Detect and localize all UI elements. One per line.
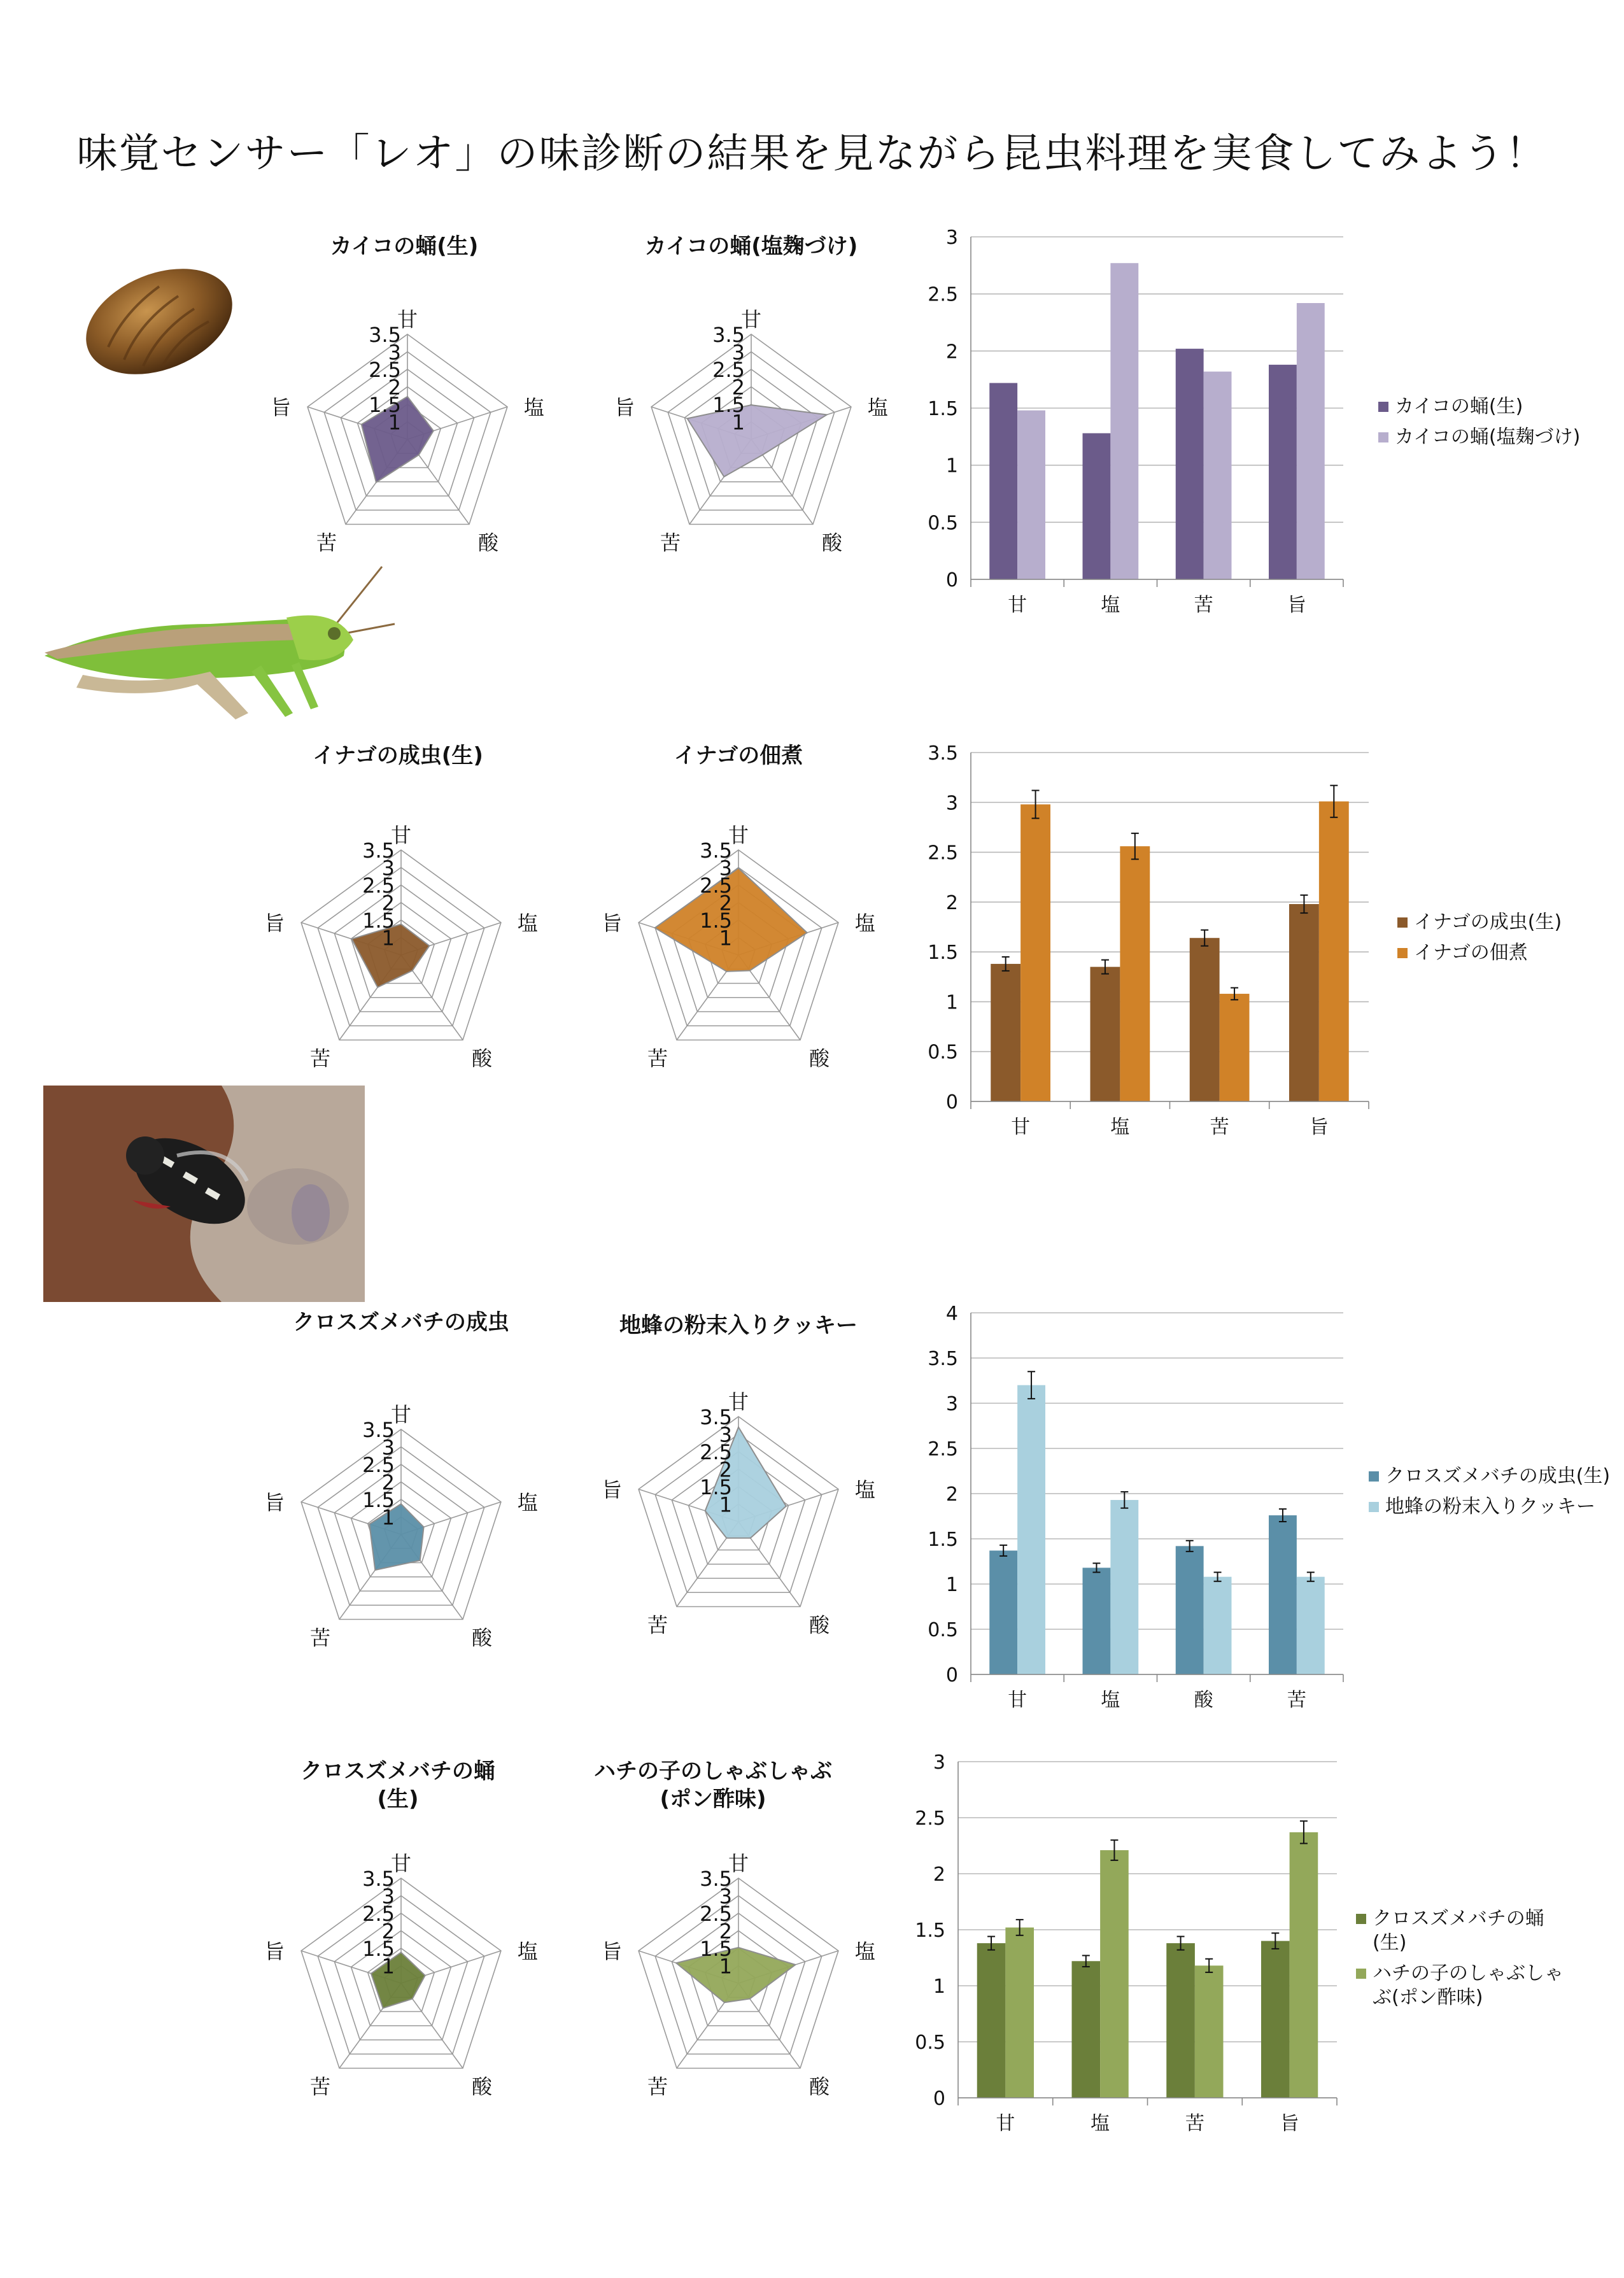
radar-scale-label: 1.5: [700, 1937, 732, 1961]
radar-scale-label: 2: [381, 1919, 395, 1944]
y-tick-label: 2.5: [928, 842, 958, 865]
y-tick-label: 1: [945, 455, 958, 478]
radar-axis-label: 苦: [309, 1046, 331, 1071]
bar: [977, 1943, 1006, 2098]
radar-axis-label: 塩: [517, 1490, 538, 1515]
bar: [1220, 994, 1250, 1101]
x-tick-label: 苦: [1210, 1116, 1229, 1138]
y-tick-label: 0.5: [928, 1619, 958, 1641]
radar-axis-label: 塩: [523, 395, 544, 420]
x-tick-label: 苦: [1194, 594, 1213, 616]
radar-scale-label: 2.5: [369, 358, 401, 382]
radar-title: カイコの蛹(塩麹づけ): [644, 234, 858, 259]
bar: [1261, 1941, 1290, 2098]
radar-axis-label: 旨: [264, 1939, 285, 1964]
bar: [1072, 1961, 1101, 2098]
radar-axis-label: 酸: [808, 1613, 830, 1638]
radar-title: イナゴの成虫(生): [313, 743, 483, 768]
radar-scale-label: 3: [719, 1422, 732, 1447]
x-tick-label: 苦: [1287, 1689, 1306, 1711]
radar-scale-label: 2: [381, 891, 395, 916]
y-tick-label: 3: [933, 1751, 945, 1774]
y-tick-label: 2.5: [915, 1808, 945, 1830]
legend-item: [1369, 1464, 1617, 1489]
radar-axis-label: 塩: [517, 911, 538, 936]
radar-axis-label: 塩: [517, 1939, 538, 1964]
x-tick-label: 甘: [996, 2112, 1015, 2135]
radar-chart: [602, 809, 875, 1089]
chart-legend: [1397, 910, 1588, 972]
radar-chart: [264, 809, 538, 1089]
chart-legend: [1378, 395, 1595, 456]
x-tick-label: 苦: [1185, 2112, 1204, 2135]
radar-axis-label: 酸: [471, 2074, 493, 2099]
y-tick-label: 1.5: [928, 942, 958, 965]
legend-label: イナゴの成虫(生): [1414, 911, 1562, 933]
legend-item: [1369, 1495, 1617, 1519]
radar-scale-label: 3.5: [362, 838, 395, 863]
radar-axis-label: 甘: [390, 823, 412, 847]
bar: [1017, 411, 1045, 579]
radar-scale-label: 2.5: [712, 358, 745, 382]
radar-scale-label: 2.5: [700, 1440, 732, 1464]
radar-axis-label: 塩: [854, 1939, 875, 1964]
y-tick-label: 1: [945, 991, 958, 1014]
radar-scale-label: 1.5: [362, 1488, 395, 1512]
bar-chart: [904, 1748, 1356, 2155]
y-tick-label: 2.5: [928, 1438, 958, 1461]
y-tick-label: 1.5: [928, 1529, 958, 1551]
x-tick-label: 酸: [1194, 1689, 1213, 1711]
y-tick-label: 3.5: [928, 1348, 958, 1370]
bar: [989, 1550, 1017, 1674]
radar-scale-label: 2: [719, 891, 732, 916]
radar-axis-label: 苦: [309, 1625, 331, 1650]
bar: [1091, 967, 1120, 1101]
radar-axis-label: 酸: [477, 530, 499, 555]
radar-axis-label: 旨: [264, 911, 285, 936]
bar: [1290, 1832, 1318, 2098]
legend-swatch: [1378, 402, 1388, 412]
radar-title: イナゴの佃煮: [674, 743, 803, 768]
radar-scale-label: 3: [381, 856, 395, 881]
y-tick-label: 0.5: [928, 512, 958, 535]
x-tick-label: 甘: [1011, 1116, 1031, 1138]
radar-axis-label: 苦: [660, 530, 681, 555]
y-tick-label: 2.5: [928, 283, 958, 306]
radar-scale-label: 3.5: [362, 1867, 395, 1891]
bar: [1195, 1965, 1224, 2098]
bar: [1204, 372, 1232, 579]
y-tick-label: 1.5: [928, 398, 958, 420]
radar-scale-label: 1.5: [362, 909, 395, 933]
y-tick-label: 0: [945, 1664, 958, 1687]
radar-data-area: [369, 1504, 423, 1570]
radar-scale-label: 2: [381, 1470, 395, 1495]
radar-scale-label: 2.5: [362, 1902, 395, 1926]
radar-axis-label: 旨: [264, 1490, 285, 1515]
legend-label: イナゴの佃煮: [1414, 942, 1528, 964]
bar: [1289, 904, 1319, 1101]
radar-scale-label: 1.5: [362, 1937, 395, 1961]
radar-axis-label: 甘: [728, 1851, 749, 1876]
y-tick-label: 2: [933, 1864, 945, 1886]
bar: [1110, 1500, 1138, 1674]
legend-swatch: [1369, 1502, 1379, 1512]
radar-axis-label: 酸: [808, 2074, 830, 2099]
radar-scale-label: 3: [719, 856, 732, 881]
radar-scale-label: 2: [388, 375, 401, 400]
legend-item: [1356, 1907, 1566, 1955]
y-tick-label: 0: [945, 1091, 958, 1114]
radar-data-area: [688, 405, 827, 477]
y-tick-label: 4: [945, 1303, 958, 1325]
radar-axis-label: 旨: [602, 911, 623, 936]
radar-title: カイコの蛹(生): [330, 234, 479, 259]
radar-scale-label: 3: [381, 1884, 395, 1909]
legend-label: カイコの蛹(生): [1395, 395, 1523, 418]
radar-axis-label: 甘: [728, 1390, 749, 1414]
bar: [1166, 1943, 1195, 2098]
bar: [1020, 804, 1050, 1101]
bar: [1190, 938, 1220, 1101]
radar-scale-label: 1: [388, 410, 401, 435]
radar-axis-label: 苦: [309, 2074, 331, 2099]
legend-label: ハチの子のしゃぶしゃぶ(ポン酢味): [1373, 1962, 1564, 2009]
x-tick-label: 塩: [1091, 2112, 1110, 2135]
legend-swatch: [1369, 1471, 1379, 1482]
bar: [1269, 365, 1297, 579]
radar-scale-label: 1.5: [712, 393, 745, 417]
y-tick-label: 1: [945, 1574, 958, 1596]
radar-chart: [271, 293, 544, 573]
y-tick-label: 3: [945, 792, 958, 815]
chart-legend: [1356, 1907, 1566, 2016]
legend-item: [1378, 395, 1595, 419]
radar-chart: [264, 1388, 538, 1668]
radar-scale-label: 1: [381, 1505, 395, 1530]
bar: [1176, 1546, 1204, 1674]
y-tick-label: 0.5: [915, 2032, 945, 2054]
radar-axis-label: 甘: [390, 1403, 412, 1427]
radar-scale-label: 1.5: [700, 909, 732, 933]
bar: [1017, 1385, 1045, 1674]
radar-axis-label: 旨: [602, 1939, 623, 1964]
y-tick-label: 2: [945, 341, 958, 364]
radar-title: クロスズメバチの成虫: [293, 1310, 509, 1335]
radar-axis-label: 甘: [740, 308, 762, 332]
radar-scale-label: 3: [719, 1884, 732, 1909]
legend-swatch: [1397, 948, 1408, 958]
bar: [1100, 1850, 1129, 2098]
radar-scale-label: 3.5: [700, 838, 732, 863]
x-tick-label: 塩: [1101, 594, 1120, 616]
radar-axis-label: 塩: [854, 911, 875, 936]
radar-axis-label: 酸: [808, 1046, 830, 1071]
radar-scale-label: 1.5: [700, 1475, 732, 1499]
legend-label: クロスズメバチの成虫(生): [1385, 1465, 1611, 1487]
bar-chart: [917, 1299, 1362, 1732]
wasp-photo: [43, 1086, 365, 1302]
x-tick-label: 甘: [1008, 594, 1027, 616]
radar-scale-label: 1: [381, 926, 395, 951]
y-tick-label: 3: [945, 1393, 958, 1415]
bar: [1297, 303, 1325, 579]
radar-axis-label: 苦: [647, 2074, 668, 2099]
legend-swatch: [1356, 1969, 1366, 1979]
bar: [1204, 1577, 1232, 1674]
legend-item: [1356, 1962, 1566, 2010]
radar-scale-label: 3.5: [700, 1405, 732, 1429]
radar-title: ハチの子のしゃぶしゃぶ (ポン酢味): [594, 1758, 832, 1812]
y-tick-label: 1.5: [915, 1920, 945, 1942]
radar-axis-label: 苦: [647, 1046, 668, 1071]
radar-scale-label: 3: [388, 340, 401, 365]
radar-axis-label: 酸: [471, 1625, 493, 1650]
radar-axis-label: 甘: [390, 1851, 412, 1876]
bar: [1319, 802, 1349, 1101]
radar-scale-label: 2.5: [362, 874, 395, 898]
legend-label: カイコの蛹(塩麹づけ): [1395, 426, 1581, 448]
radar-scale-label: 2.5: [700, 1902, 732, 1926]
radar-scale-label: 1: [719, 1954, 732, 1979]
radar-scale-label: 3: [381, 1435, 395, 1460]
radar-scale-label: 3: [731, 340, 745, 365]
radar-scale-label: 3.5: [369, 323, 401, 347]
y-tick-label: 3: [945, 227, 958, 249]
legend-item: [1397, 910, 1588, 935]
radar-chart: [264, 1837, 538, 2117]
radar-scale-label: 1: [719, 926, 732, 951]
legend-swatch: [1397, 917, 1408, 928]
radar-axis-label: 旨: [271, 395, 292, 420]
radar-axis-label: 旨: [602, 1478, 623, 1503]
radar-scale-label: 2: [731, 375, 745, 400]
radar-scale-label: 2: [719, 1457, 732, 1482]
y-tick-label: 2: [945, 891, 958, 914]
radar-title: 地蜂の粉末入りクッキー: [619, 1313, 858, 1338]
y-tick-label: 0: [933, 2088, 945, 2110]
bar: [1083, 433, 1111, 579]
radar-axis-label: 甘: [728, 823, 749, 847]
y-tick-label: 0: [945, 569, 958, 591]
legend-label: 地蜂の粉末入りクッキー: [1385, 1496, 1595, 1518]
x-tick-label: 旨: [1287, 594, 1306, 616]
radar-scale-label: 2.5: [362, 1453, 395, 1477]
radar-scale-label: 3.5: [362, 1418, 395, 1442]
bar: [1005, 1927, 1034, 2098]
legend-item: [1378, 425, 1595, 449]
bar: [989, 383, 1017, 579]
y-tick-label: 0.5: [928, 1041, 958, 1064]
radar-axis-label: 苦: [316, 530, 337, 555]
chart-legend: [1369, 1464, 1617, 1525]
radar-title: クロスズメバチの蛹 (生): [300, 1758, 495, 1812]
radar-scale-label: 1.5: [369, 393, 401, 417]
radar-axis-label: 塩: [867, 395, 888, 420]
bar-chart: [917, 739, 1388, 1159]
legend-label: クロスズメバチの蛹(生): [1373, 1907, 1544, 1954]
bar: [1083, 1567, 1111, 1674]
radar-axis-label: 酸: [471, 1046, 493, 1071]
legend-item: [1397, 941, 1588, 965]
bar-chart: [917, 223, 1362, 637]
radar-chart: [602, 1375, 875, 1655]
x-tick-label: 旨: [1280, 2112, 1299, 2135]
page-title: 味覚センサー「レオ」の味診断の結果を見ながら昆虫料理を実食してみよう！: [76, 131, 1548, 178]
bar: [1297, 1577, 1325, 1674]
radar-axis-label: 塩: [854, 1478, 875, 1503]
y-tick-label: 1: [933, 1976, 945, 1998]
y-tick-label: 3.5: [928, 742, 958, 765]
radar-data-area: [676, 1948, 795, 2002]
radar-scale-label: 1: [731, 410, 745, 435]
radar-axis-label: 酸: [821, 530, 843, 555]
x-tick-label: 塩: [1101, 1689, 1120, 1711]
x-tick-label: 甘: [1008, 1689, 1027, 1711]
radar-scale-label: 2.5: [700, 874, 732, 898]
legend-swatch: [1356, 1914, 1366, 1924]
radar-scale-label: 3.5: [712, 323, 745, 347]
x-tick-label: 旨: [1309, 1116, 1329, 1138]
bar: [1269, 1515, 1297, 1674]
radar-axis-label: 甘: [397, 308, 418, 332]
bar: [1120, 846, 1150, 1101]
radar-scale-label: 3.5: [700, 1867, 732, 1891]
radar-scale-label: 1: [719, 1492, 732, 1517]
radar-scale-label: 1: [381, 1954, 395, 1979]
x-tick-label: 塩: [1110, 1116, 1130, 1138]
radar-axis-label: 旨: [614, 395, 635, 420]
bar: [1110, 263, 1138, 579]
bar: [991, 964, 1020, 1101]
radar-scale-label: 2: [719, 1919, 732, 1944]
bar: [1176, 349, 1204, 579]
radar-axis-label: 苦: [647, 1613, 668, 1638]
radar-chart: [602, 1837, 875, 2117]
legend-swatch: [1378, 432, 1388, 442]
silkworm-pupa-photo: [64, 242, 255, 395]
y-tick-label: 2: [945, 1483, 958, 1506]
radar-chart: [614, 293, 888, 573]
